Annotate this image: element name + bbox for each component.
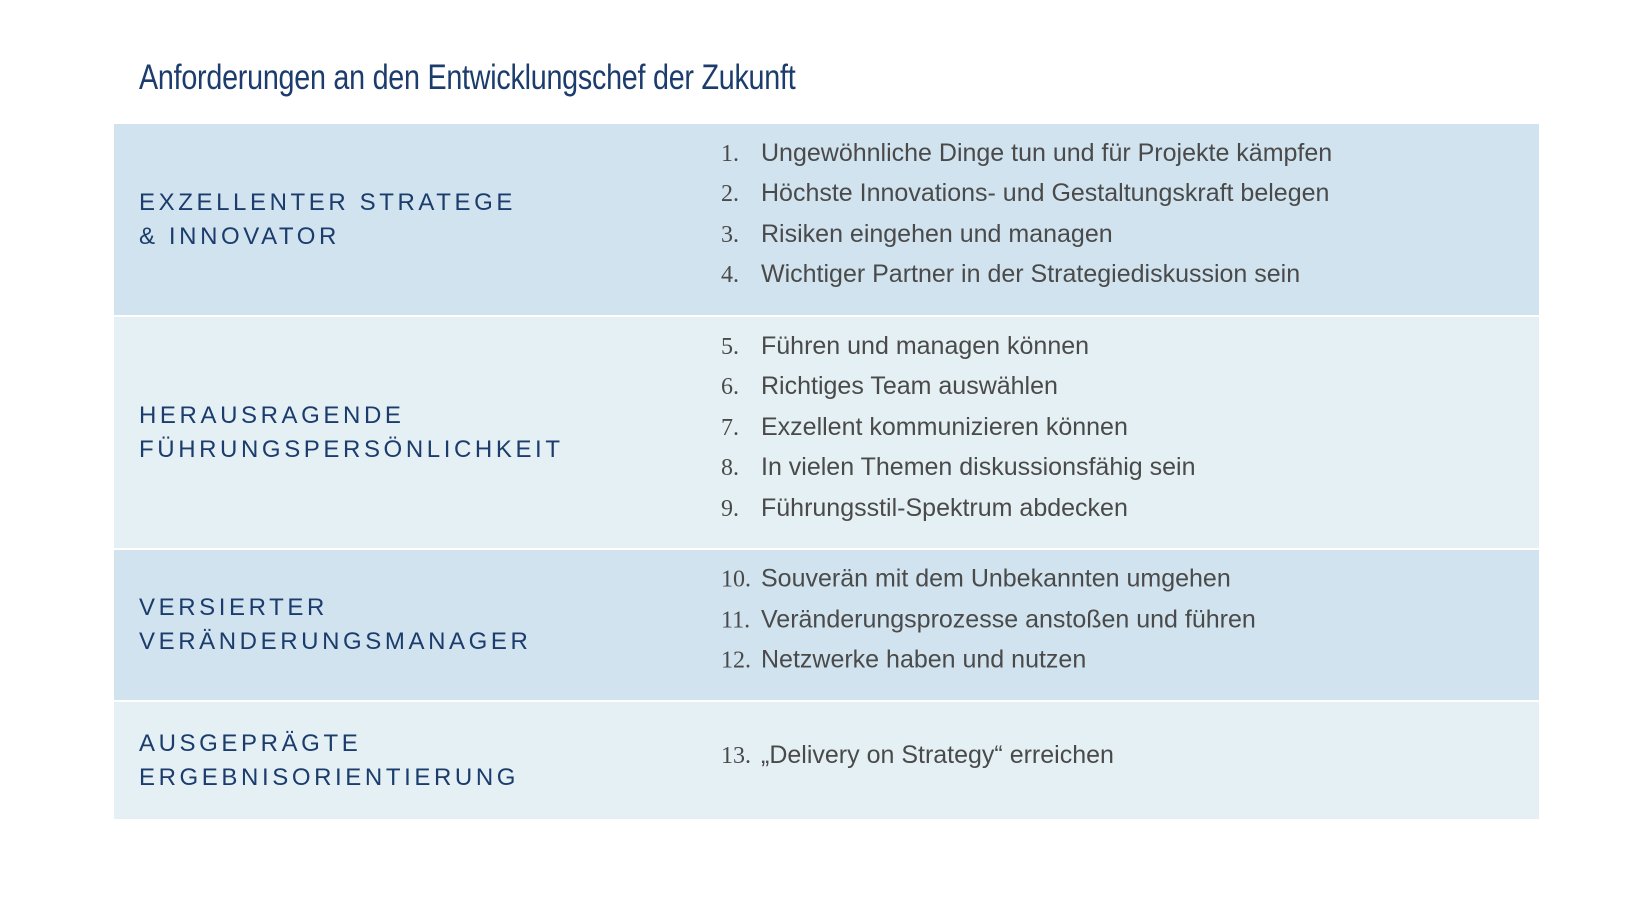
item-text: Risiken eingehen und managen xyxy=(761,219,1113,248)
item-text: Souverän mit dem Unbekannten umgehen xyxy=(761,564,1231,593)
item-number: 7. xyxy=(721,414,739,441)
list-item xyxy=(721,453,1196,494)
category-line: EXZELLENTER STRATEGE xyxy=(139,188,516,216)
table-row xyxy=(114,702,1539,819)
requirement-list xyxy=(721,740,1114,781)
table-row xyxy=(114,317,1539,550)
list-item xyxy=(721,740,1114,781)
item-text: Ungewöhnliche Dinge tun und für Projekte kämpfen xyxy=(761,138,1333,167)
requirement-list xyxy=(721,139,1332,301)
item-text: Richtiges Team auswählen xyxy=(761,371,1058,400)
item-text: Höchste Innovations- und Gestaltungskraft belegen xyxy=(761,179,1330,207)
list-item xyxy=(721,331,1196,372)
table-row xyxy=(114,124,1539,317)
list-item xyxy=(721,645,1256,686)
list-item xyxy=(721,260,1332,301)
list-item xyxy=(721,605,1256,646)
item-text: „Delivery on Strategy“ erreichen xyxy=(761,740,1114,769)
item-number: 5. xyxy=(721,333,739,360)
item-text: Führen und managen können xyxy=(761,331,1090,360)
list-item xyxy=(721,139,1332,180)
item-text: In vielen Themen diskussionsfähig sein xyxy=(761,452,1196,481)
list-item xyxy=(721,493,1196,534)
category-label xyxy=(139,591,659,659)
page-title: Anforderungen an den Entwicklungschef der Zukunft xyxy=(139,58,796,97)
item-text: Führungsstil-Spektrum abdecken xyxy=(761,493,1128,522)
list-item xyxy=(721,372,1196,413)
category-line: & INNOVATOR xyxy=(139,222,340,250)
item-number: 1. xyxy=(721,140,739,167)
category-line: HERAUSRAGENDE xyxy=(139,401,405,429)
list-item xyxy=(721,179,1332,220)
category-label xyxy=(139,399,659,467)
item-number: 9. xyxy=(721,495,739,522)
item-number: 12. xyxy=(721,647,751,674)
item-text: Netzwerke haben und nutzen xyxy=(761,645,1087,674)
category-line: ERGEBNISORIENTIERUNG xyxy=(139,763,520,791)
item-number: 4. xyxy=(721,262,739,288)
item-number: 3. xyxy=(721,221,739,248)
requirements-table xyxy=(114,124,1539,819)
category-label xyxy=(139,727,659,795)
list-item xyxy=(721,412,1196,453)
item-number: 8. xyxy=(721,454,739,481)
item-text: Veränderungsprozesse anstoßen und führen xyxy=(761,604,1256,633)
category-label xyxy=(139,186,659,254)
item-number: 2. xyxy=(721,181,739,207)
item-number: 6. xyxy=(721,373,739,400)
category-line: AUSGEPRÄGTE xyxy=(139,729,362,757)
item-number: 10. xyxy=(721,566,751,593)
item-number: 13. xyxy=(721,742,751,769)
list-item xyxy=(721,220,1332,261)
item-text: Exzellent kommunizieren können xyxy=(761,412,1128,441)
category-line: FÜHRUNGSPERSÖNLICHKEIT xyxy=(139,435,564,463)
category-line: VERÄNDERUNGSMANAGER xyxy=(139,628,532,655)
table-row xyxy=(114,550,1539,702)
item-text: Wichtiger Partner in der Strategiediskussion sein xyxy=(761,260,1301,288)
list-item xyxy=(721,564,1256,605)
requirement-list xyxy=(721,331,1196,534)
category-line: VERSIERTER xyxy=(139,594,328,621)
item-number: 11. xyxy=(721,606,751,633)
requirement-list xyxy=(721,564,1256,686)
